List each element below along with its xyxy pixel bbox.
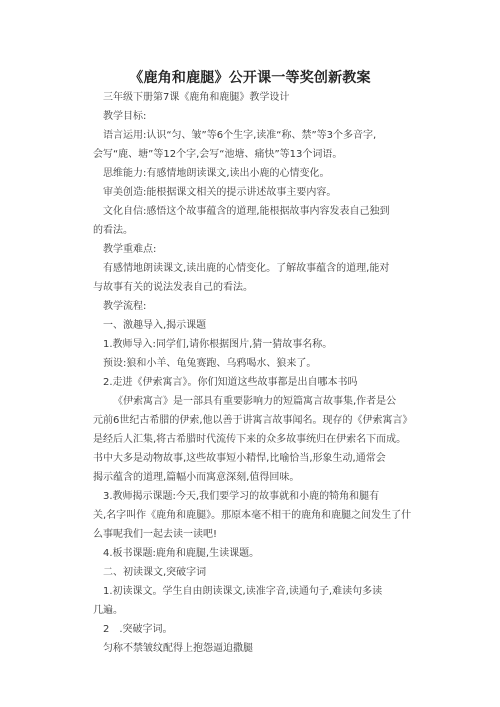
paragraph-line: 几遍。 [93,605,123,616]
paragraph-line: 教学重难点: [103,244,157,255]
paragraph-line: 匀称不禁皱纹配得上抱怨逼迫撒腿 [103,643,253,654]
paragraph-line: 《伊索寓言》是一部具有重要影响力的短篇寓言故事集,作者是公 [113,396,397,407]
paragraph-line: 4.板书课题:鹿角和鹿腿,生读课题。 [103,548,260,559]
paragraph-line: 语言运用:认识“匀、皱”等6个生字,读准“称、禁”等3个多音字, [103,130,377,141]
paragraph-line: 书中大多是动物故事,这些故事短小精悍,比喻恰当,形象生动,通常会 [93,453,386,464]
paragraph-line: 的看法。 [93,225,133,236]
paragraph-line: 教学目标: [103,111,147,122]
paragraph-line: 教学流程: [103,301,147,312]
paragraph-line: 与故事有关的说法发表自己的看法。 [93,282,253,293]
document-title: 《鹿角和鹿腿》公开课一等奖创新教案 [129,70,371,86]
paragraph-line: 有感情地朗读课文,读出鹿的心情变化。了解故事蕴含的道理,能对 [103,263,390,274]
paragraph-line: 思维能力:有感情地朗读课文,读出小鹿的心情变化。 [103,168,330,179]
paragraph-line: 元前6世纪古希腊的伊索,他以善于讲寓言故事闻名。现存的《伊索寓言》 [93,415,413,426]
paragraph-line: 2 .突破字词。 [103,624,173,635]
paragraph-line: 二、初读课文,突破字词 [103,567,207,578]
paragraph-line: 一、激趣导入,揭示课题 [103,320,207,331]
paragraph-line: 文化自信:感悟这个故事蕴含的道理,能根据故事内容发表自己独到 [103,206,390,217]
paragraph-line: 1.教师导入:同学们,请你根据图片,猜一猜故事名称。 [103,339,333,350]
paragraph-line: 会写“鹿、塘”等12个字,会写“池塘、痛快”等13个词语。 [93,149,343,160]
paragraph-line: 三年级下册第7课《鹿角和鹿腿》教学设计 [103,92,290,103]
paragraph-line: 关,名字叫作《鹿角和鹿腿》。那原本毫不相干的鹿角和鹿腿之间发生了什 [93,510,412,521]
paragraph-line: 3.教师揭示课题:今天,我们要学习的故事就和小鹿的犄角和腿有 [103,491,380,502]
paragraph-line: 预设:狼和小羊、龟兔赛跑、乌鸦喝水、狼来了。 [103,358,317,369]
paragraph-line: 2.走进《伊索寓言》。你们知道这些故事都是出自哪本书吗 [103,377,358,388]
paragraph-line: 么事呢我们一起去读一读吧! [93,529,218,540]
paragraph-line: 审美创造:能根据课文相关的提示讲述故事主要内容。 [103,187,337,198]
paragraph-line: 1.初读课文。学生自由朗读课文,读准字音,读通句子,难读句多读 [103,586,383,597]
paragraph-line: 揭示蕴含的道理,篇幅小而寓意深刻,值得回味。 [93,472,300,483]
paragraph-line: 是经后人汇集,将古希腊时代流传下来的众多故事统归在伊索名下而成。 [93,434,407,445]
